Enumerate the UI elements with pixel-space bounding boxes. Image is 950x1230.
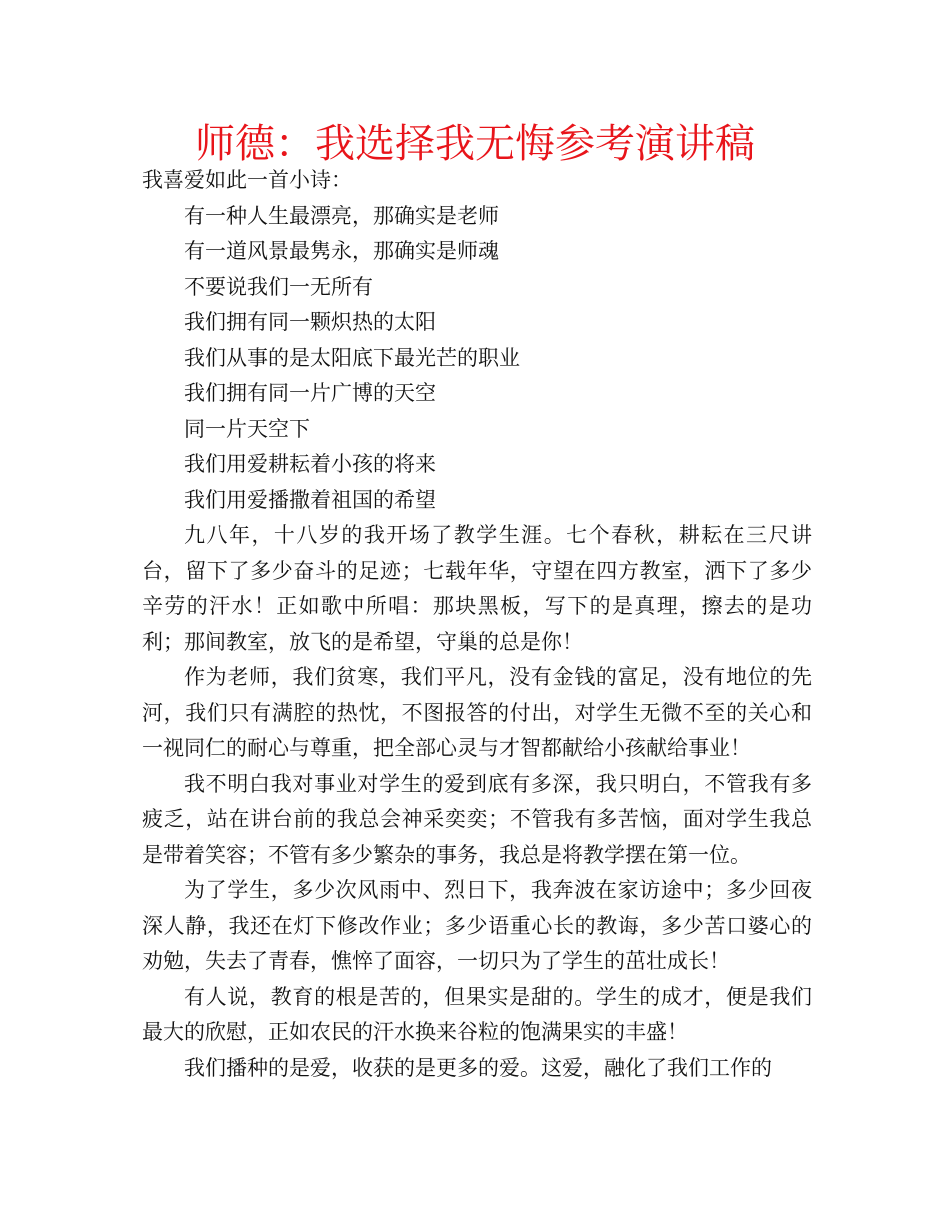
poem-line: 有一种人生最漂亮，那确实是老师: [184, 203, 499, 228]
poem-line: 我们用爱播撒着祖国的希望: [184, 487, 436, 512]
poem-line: 我们拥有同一片广博的天空: [184, 381, 436, 405]
body-paragraph: 为了学生，多少次风雨中、烈日下，我奔波在家访途中；多少回夜深人静，我还在灯下修改作业；多少语重心长的教诲，多少苦口婆心的劝勉，失去了青春，憔悴了面容，一切只为了学生的茁壮成长！: [142, 878, 812, 973]
body-paragraph: 我不明白我对事业对学生的爱到底有多深，我只明白，不管我有多疲乏，站在讲台前的我总会神采奕奕；不管我有多苦恼，面对学生我总是带着笑容；不管有多少繁杂的事务，我总是将教学摆在第一位。: [142, 771, 812, 867]
poem-line: 不要说我们一无所有: [184, 274, 373, 299]
body-paragraph: 作为老师，我们贫寒，我们平凡，没有金钱的富足，没有地位的先河，我们只有满腔的热忱，不图报答的付出，对学生无微不至的关心和一视同仁的耐心与尊重，把全部心灵与才智都献给小孩献给事业！: [142, 665, 812, 760]
body-paragraph: 有人说，教育的根是苦的，但果实是甜的。学生的成才，便是我们最大的欣慰，正如农民的汗水换来谷粒的饱满果实的丰盛！: [142, 984, 812, 1044]
body-paragraph: 九八年，十八岁的我开场了教学生涯。七个春秋，耕耘在三尺讲台，留下了多少奋斗的足迹；七载年华，守望在四方教室，洒下了多少辛劳的汗水！正如歌中所唱：那块黑板，写下的是真理，擦去的是功利；那间教室，放飞的是希望，守巢的总是你！: [142, 523, 812, 654]
poem-line: 我们从事的是太阳底下最光芒的职业: [184, 345, 520, 370]
poem-line: 同一片天空下: [184, 416, 310, 441]
poem-line: 我们拥有同一颗炽热的太阳: [184, 310, 436, 334]
body-paragraph: 我们播种的是爱，收获的是更多的爱。这爱，融化了我们工作的: [184, 1055, 772, 1080]
poem-line: 有一道风景最隽永，那确实是师魂: [184, 239, 499, 263]
document-body: [142, 163, 812, 1086]
poem-line: 我们用爱耕耘着小孩的将来: [184, 452, 436, 476]
document-title: 师德：我选择我无悔参考演讲稿: [195, 121, 755, 167]
intro-line: 我喜爱如此一首小诗：: [142, 168, 352, 192]
